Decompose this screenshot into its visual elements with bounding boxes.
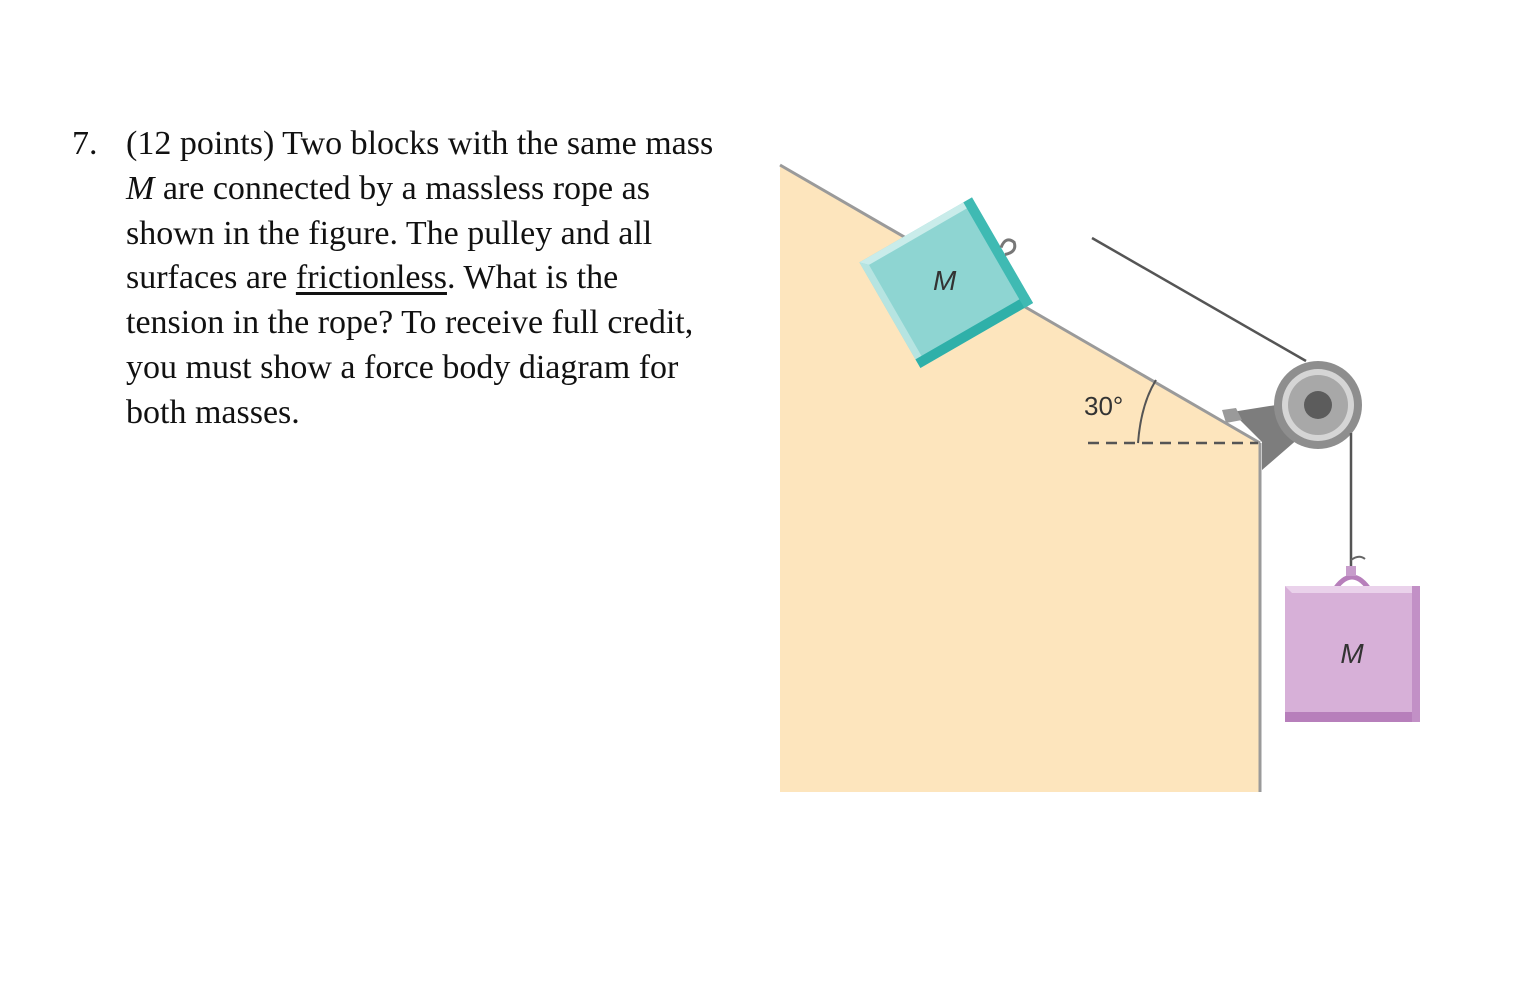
question-number: 7. xyxy=(72,125,98,162)
question-line-2: M are connected by a massless rope as xyxy=(126,169,650,207)
points-label: (12 points) xyxy=(126,125,275,162)
question-line-3: shown in the figure. The pulley and all xyxy=(126,214,653,252)
question-line-5: tension in the rope? To receive full credit, xyxy=(126,304,694,342)
question-line-6: you must show a force body diagram for xyxy=(126,348,679,386)
rope-incline-segment xyxy=(1092,238,1306,361)
mass-variable: M xyxy=(126,169,155,207)
hanging-block xyxy=(1285,566,1420,722)
hanging-block-label: M xyxy=(1340,638,1364,669)
angle-label: 30° xyxy=(1084,391,1124,421)
underlined-frictionless: frictionless xyxy=(295,259,447,297)
incline-wedge xyxy=(780,165,1260,792)
pulley xyxy=(1274,361,1362,449)
question-line-4: surfaces are frictionless. What is the xyxy=(126,259,619,297)
incline-block-label: M xyxy=(933,265,957,297)
question-line-7: both masses. xyxy=(126,393,300,431)
question-line-1: (12 points) Two blocks with the same mass xyxy=(126,125,714,162)
